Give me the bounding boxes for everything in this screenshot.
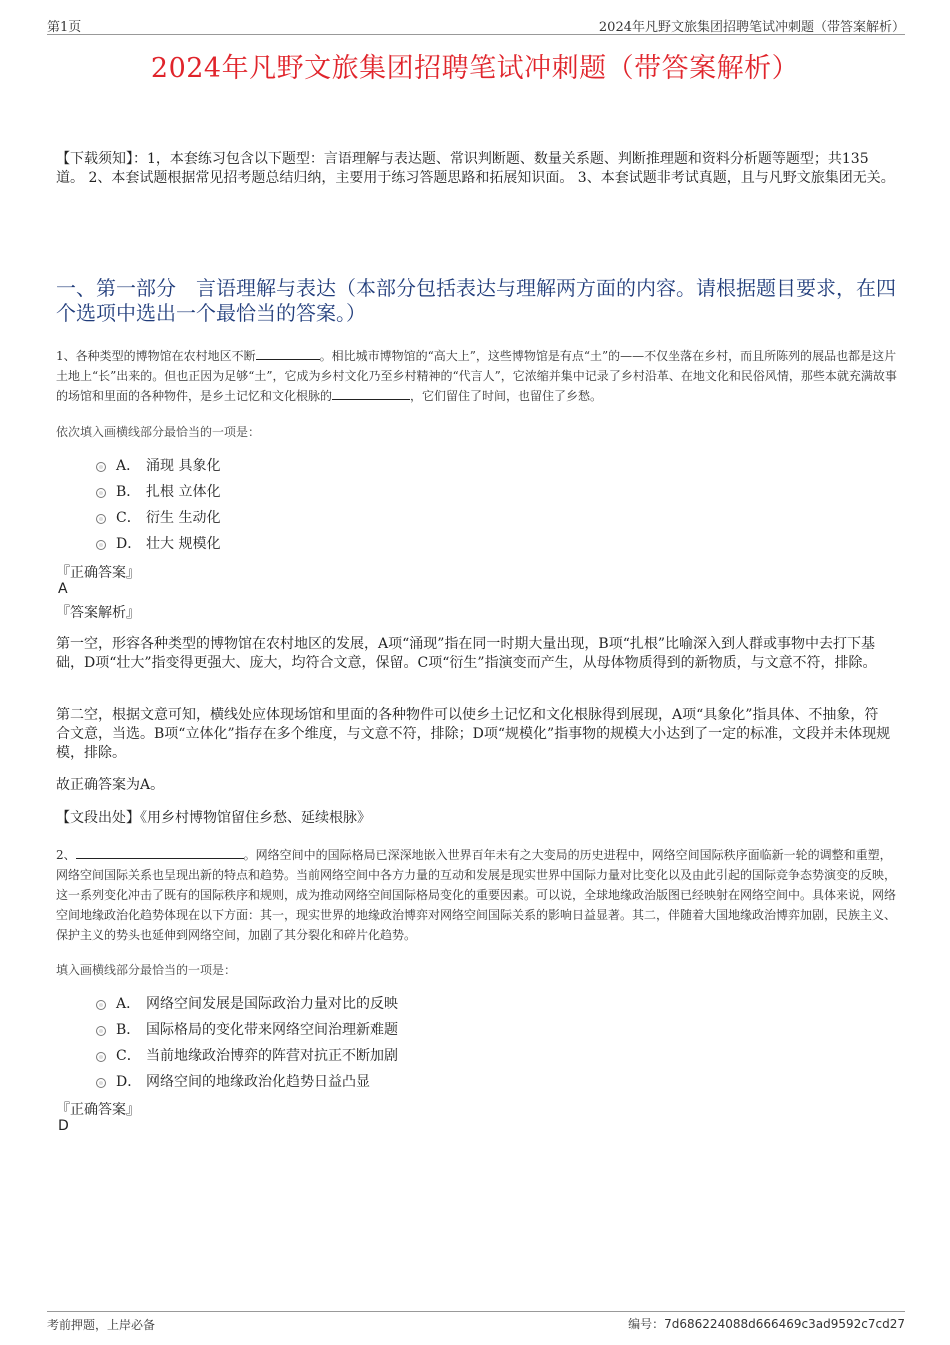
page-footer <box>47 1311 905 1332</box>
document-code: 编号：7d686224088d666469c3ad9592c7cd27 <box>628 1317 905 1331</box>
question-2-text-part: 2、 <box>56 848 76 862</box>
fill-blank <box>256 346 320 360</box>
correct-answer: D <box>58 1118 69 1134</box>
question-1-prompt: 依次填入画横线部分最恰当的一项是： <box>56 425 261 439</box>
question-2-text-part: 。网络空间中的国际格局已深深地嵌入世界百年未有之大变局的历史进程中，网络空间国际秩序面临新一轮的调整和重塑，网络空间国际关系也呈现出新的特点和趋势。当前网络空间中各方力量的互动和发展是现实世界中国际力量对比变化以及由此引起的国际竞争态势演变的反映，这一系列变化冲击了既有的国际秩序和规则，成为推动网络空间国际格局变化的重要因素。可以说，全球地缘政治版图已经映射在网络空间中。具体来说，网络空间地缘政治化趋势体现在以下方面：其一，现实世界的地缘政治博弈对网络空间国际关系的影响日益显著。其二，伴随着大国地缘政治博弈加剧，民族主义、保护主义的势头也延伸到网络空间，加剧了其分裂化和碎片化趋势。 <box>56 848 897 942</box>
analysis-label: 『答案解析』 <box>56 605 140 621</box>
question-1-text-part: ，它们留住了时间，也留住了乡愁。 <box>410 389 603 403</box>
header-doc-title: 2024年凡野文旅集团招聘笔试冲刺题（带答案解析） <box>598 20 905 35</box>
radio-icon[interactable] <box>96 1000 106 1010</box>
radio-icon[interactable] <box>96 514 106 524</box>
radio-icon[interactable] <box>96 540 106 550</box>
analysis-paragraph-1: 第一空，形容各种类型的博物馆在农村地区的发展，A项“涌现”指在同一时期大量出现，B项“扎根”比喻深入到人群或事物中去打下基础，D项“壮大”指变得更强大、庞大，均符合文意，保留。C项“衍生”指演变而产生，从母体物质得到的新物质，与文意不符，排除。 <box>56 636 877 671</box>
option-d[interactable]: D． 壮大 规模化 <box>96 530 220 556</box>
question-1-options <box>96 452 220 556</box>
option-a[interactable]: A． 涌现 具象化 <box>96 452 220 478</box>
radio-icon[interactable] <box>96 1078 106 1088</box>
radio-icon[interactable] <box>96 462 106 472</box>
question-2-options <box>96 990 398 1094</box>
option-b[interactable]: B． 扎根 立体化 <box>96 478 220 504</box>
fill-blank <box>76 845 244 859</box>
page-header <box>47 14 905 35</box>
question-1-text-part: 。相比城市博物馆的“高大上”，这些博物馆是有点“土”的——不仅坐落在乡村，而且所陈列的展品也都是这片土地上“长”出来的。但也正因为足够“土”，它成为乡村文化乃至乡村精神的“代言人”，它浓缩并集中记录了乡村沿革、在地文化和民俗风情，那些本就充满故事的场馆和里面的各种物件，是乡土记忆和文化根脉的 <box>56 349 897 403</box>
option-c[interactable]: C． 衍生 生动化 <box>96 504 220 530</box>
page-number: 第1页 <box>47 20 82 35</box>
question-2-prompt: 填入画横线部分最恰当的一项是： <box>56 963 237 977</box>
question-1-text <box>56 346 898 406</box>
analysis-paragraph-2: 第二空，根据文意可知，横线处应体现场馆和里面的各种物件可以使乡土记忆和文化根脉得到展现，A项“具象化”指具体、不抽象，符合文意，当选。B项“立体化”指存在多个维度，与文意不符，排除；D项“规模化”指事物的规模大小达到了一定的标准，文段并未体现规模，排除。 <box>56 707 891 761</box>
text-source: 【文段出处】《用乡村博物馆留住乡愁、延续根脉》 <box>56 810 371 826</box>
footer-slogan: 考前押题，上岸必备 <box>47 1318 156 1332</box>
option-a[interactable]: A． 网络空间发展是国际政治力量对比的反映 <box>96 990 398 1016</box>
correct-answer-label: 『正确答案』 <box>56 1102 140 1118</box>
option-c[interactable]: C． 当前地缘政治博弈的阵营对抗正不断加剧 <box>96 1042 398 1068</box>
analysis-conclusion: 故正确答案为A。 <box>56 777 165 793</box>
option-d[interactable]: D． 网络空间的地缘政治化趋势日益凸显 <box>96 1068 398 1094</box>
fill-blank <box>332 386 410 400</box>
radio-icon[interactable] <box>96 488 106 498</box>
correct-answer: A <box>58 581 68 597</box>
download-notice: 【下载须知】：1，本套练习包含以下题型：言语理解与表达题、常识判断题、数量关系题、判断推理题和资料分析题等题型；共135道。 2、本套试题根据常见招考题总结归纳，主要用于练习答题思路和拓展知识面。 3、本套试题非考试真题，且与凡野文旅集团无关。 <box>56 151 895 186</box>
section-title: 一、第一部分 言语理解与表达（本部分包括表达与理解两方面的内容。请根据题目要求，在四个选项中选出一个最恰当的答案。） <box>56 276 896 325</box>
correct-answer-label: 『正确答案』 <box>56 565 140 581</box>
option-b[interactable]: B． 国际格局的变化带来网络空间治理新难题 <box>96 1016 398 1042</box>
question-1-text-part: 1、各种类型的博物馆在农村地区不断 <box>56 349 256 363</box>
document-title: 2024年凡野文旅集团招聘笔试冲刺题（带答案解析） <box>150 53 800 84</box>
radio-icon[interactable] <box>96 1052 106 1062</box>
question-2-text <box>56 845 898 945</box>
radio-icon[interactable] <box>96 1026 106 1036</box>
